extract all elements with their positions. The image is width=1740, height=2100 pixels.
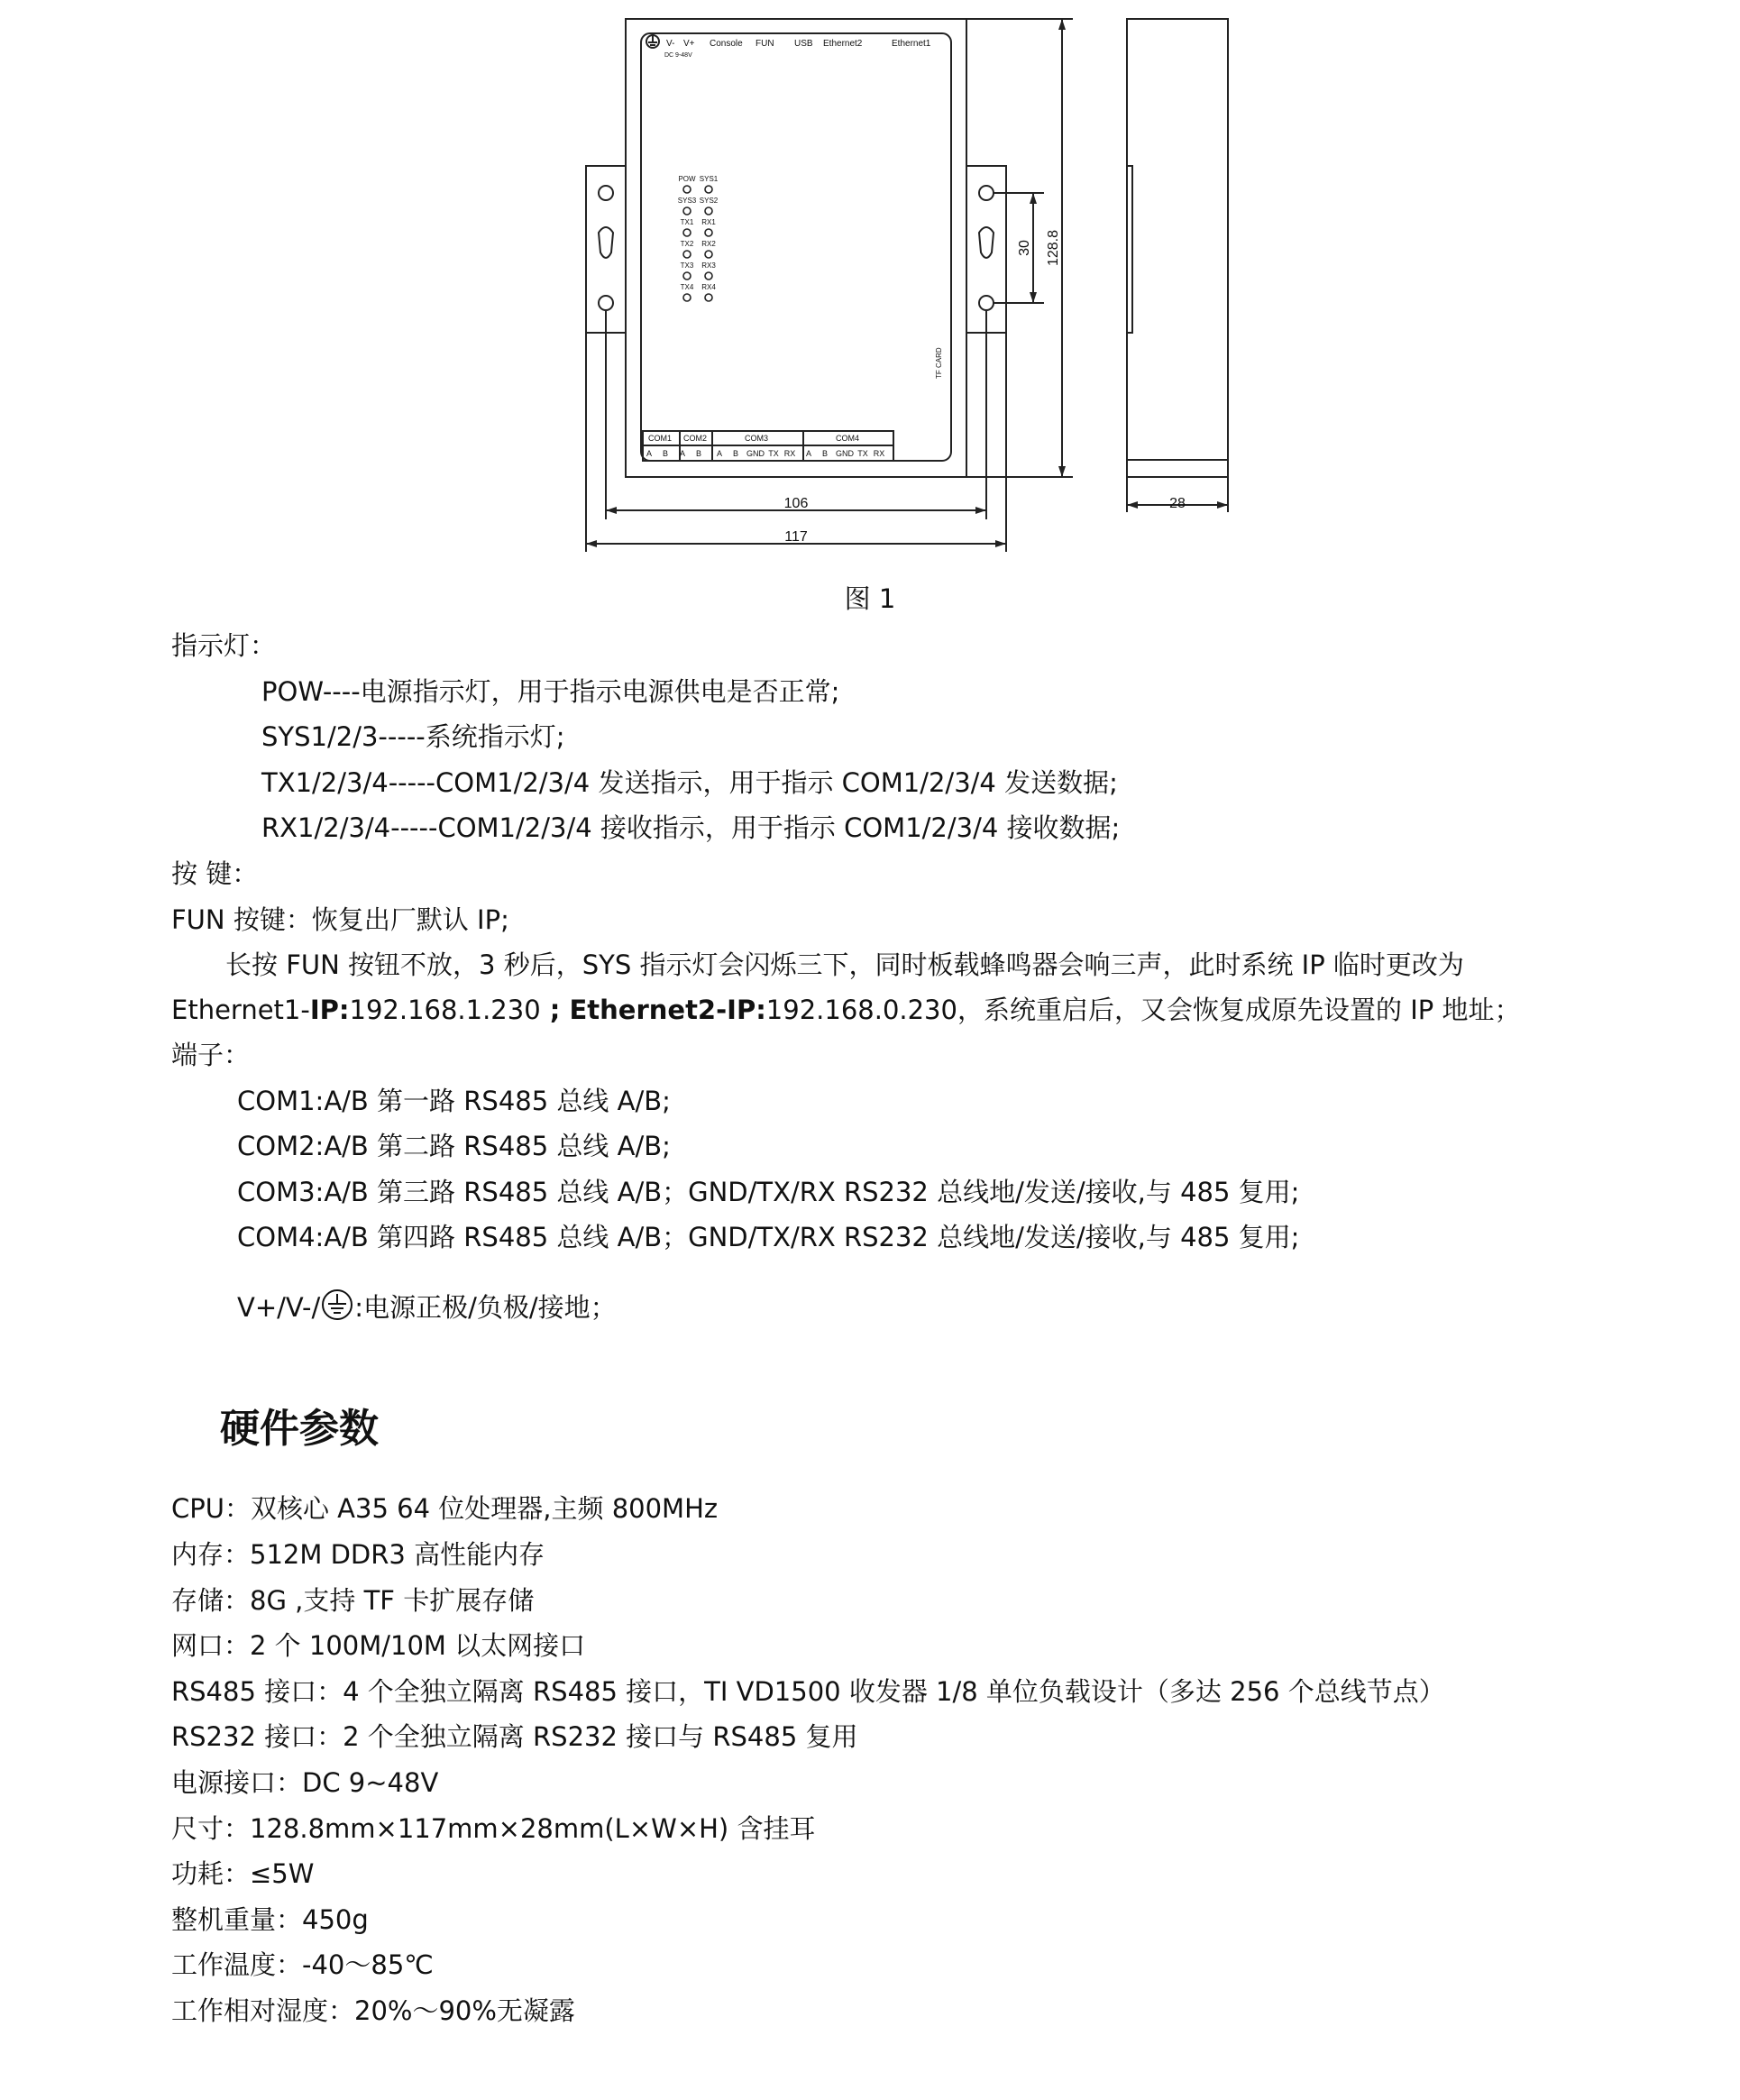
key-fun-description: 长按 FUN 按钮不放，3 秒后，SYS 指示灯会闪烁三下，同时板载蜂鸣器会响三声，此时系统 IP 临时更改为 (225, 949, 1464, 980)
led-indicator-icon (705, 207, 712, 215)
eth2-ip-label: Ethernet2-IP: (569, 995, 766, 1025)
led-indicator-icon (683, 272, 691, 280)
top-port-label: USB (794, 39, 813, 49)
key-fun-ip-line (171, 992, 1520, 1028)
dim-label-117: 117 (784, 529, 808, 545)
led-label: TX1 (680, 218, 694, 226)
led-indicator-icon (683, 251, 691, 258)
led-label: TX3 (680, 261, 694, 270)
spec-power-consumption: 功耗：≤5W (171, 1858, 315, 1889)
dim-label-128-8: 128.8 (1046, 229, 1061, 267)
side-view-outline (1127, 19, 1228, 477)
led-indicator-icon (683, 229, 691, 236)
led-indicator-icon (683, 186, 691, 193)
right-ear-slot (979, 227, 994, 258)
indicator-tx: TX1/2/3/4-----COM1/2/3/4 发送指示，用于指示 COM1/2/3/4 发送数据; (261, 767, 1118, 798)
com-header-label: COM3 (744, 434, 769, 443)
figure-caption: 图 1 (844, 583, 896, 614)
device-dimension-drawing (0, 0, 1740, 559)
terminal-com2: COM2:A/B 第二路 RS485 总线 A/B; (237, 1131, 671, 1161)
spec-memory: 内存：512M DDR3 高性能内存 (171, 1539, 545, 1570)
led-indicator-icon (705, 251, 712, 258)
terminal-power (237, 1288, 617, 1325)
com-pin-label: B (732, 449, 739, 458)
indicators-title: 指示灯： (171, 630, 277, 661)
com-pin-label: A (646, 449, 653, 458)
led-label: TX2 (680, 240, 694, 248)
com-pin-label: GND (836, 449, 854, 458)
com-pin-label: A (805, 449, 812, 458)
hardware-heading: 硬件参数 (220, 1406, 379, 1452)
spec-weight: 整机重量：450g (171, 1904, 369, 1935)
top-port-label: Ethernet2 (823, 39, 863, 49)
com-pin-label: B (662, 449, 669, 458)
com-pin-label: B (695, 449, 702, 458)
terminals-title: 端子： (171, 1040, 251, 1070)
led-indicator-icon (705, 272, 712, 280)
spec-storage: 存储：8G ,支持 TF 卡扩展存储 (171, 1585, 535, 1616)
key-fun: FUN 按键：恢复出厂默认 IP; (171, 904, 509, 935)
spec-network: 网口：2 个 100M/10M 以太网接口 (171, 1630, 586, 1661)
device-body-outline (626, 19, 966, 477)
led-indicator-icon (705, 186, 712, 193)
led-label: POW (678, 175, 696, 183)
com-header-label: COM4 (835, 434, 860, 443)
led-label: RX1 (701, 218, 716, 226)
terminal-com3: COM3:A/B 第三路 RS485 总线 A/B；GND/TX/RX RS232 总线地/发送/接收,与 485 复用; (237, 1177, 1300, 1207)
eth1-prefix: Ethernet1- (171, 995, 310, 1025)
led-indicator-icon (705, 294, 712, 301)
left-ear-hole-top (599, 186, 613, 200)
led-label: TX4 (680, 283, 694, 291)
left-ear-slot (599, 227, 613, 258)
indicator-sys: SYS1/2/3-----系统指示灯; (261, 721, 565, 752)
led-label: SYS3 (677, 197, 697, 205)
power-prefix: V+/V-/ (237, 1292, 321, 1323)
spec-rs232: RS232 接口：2 个全独立隔离 RS232 接口与 RS485 复用 (171, 1721, 858, 1752)
right-ear-hole-bottom (979, 296, 994, 310)
led-label: SYS1 (699, 175, 719, 183)
led-indicator-icon (683, 294, 691, 301)
tf-card-label: TF CARD (935, 347, 943, 379)
right-ear-hole-top (979, 186, 994, 200)
spec-power-input: 电源接口：DC 9~48V (171, 1767, 439, 1798)
top-port-label: Ethernet1 (892, 39, 931, 49)
dim-label-30: 30 (1017, 240, 1032, 256)
led-label: RX2 (701, 240, 716, 248)
eth1-ip: 192.168.1.230 (349, 995, 541, 1025)
led-label: RX3 (701, 261, 716, 270)
led-label: SYS2 (699, 197, 719, 205)
ground-icon (320, 1288, 354, 1322)
side-view-ear (1127, 166, 1132, 333)
com-pin-label: RX (783, 449, 796, 458)
right-mounting-ear (966, 166, 1006, 333)
com-header-label: COM1 (647, 434, 673, 443)
left-ear-hole-bottom (599, 296, 613, 310)
com-pin-label: TX (768, 449, 779, 458)
keys-title: 按 键： (171, 858, 259, 889)
com-pin-label: RX (873, 449, 885, 458)
led-label: RX4 (701, 283, 716, 291)
top-port-label: Console (710, 39, 743, 49)
dc-voltage-label: DC 9-48V (664, 52, 692, 59)
spec-humidity: 工作相对湿度：20%～90%无凝露 (171, 1995, 575, 2026)
eth1-ip-label: IP: (309, 995, 350, 1025)
spec-rs485: RS485 接口：4 个全独立隔离 RS485 接口，TI VD1500 收发器 1/8 单位负载设计（多达 256 个总线节点） (171, 1676, 1445, 1707)
ip-separator: ; (540, 995, 570, 1025)
terminal-com1: COM1:A/B 第一路 RS485 总线 A/B; (237, 1086, 671, 1116)
led-indicator-icon (683, 207, 691, 215)
top-port-label: V- (666, 39, 675, 49)
com-pin-label: TX (857, 449, 868, 458)
com-pin-label: GND (746, 449, 765, 458)
led-indicator-icon (705, 229, 712, 236)
com-pin-label: B (821, 449, 829, 458)
indicator-rx: RX1/2/3/4-----COM1/2/3/4 接收指示，用于指示 COM1/2/3/4 接收数据; (261, 812, 1121, 843)
eth2-ip: 192.168.0.230 (765, 995, 957, 1025)
top-port-label: V+ (683, 39, 695, 49)
com-header-label: COM2 (682, 434, 708, 443)
spec-temperature: 工作温度：-40～85℃ (171, 1949, 434, 1980)
terminal-com4: COM4:A/B 第四路 RS485 总线 A/B；GND/TX/RX RS232 总线地/发送/接收,与 485 复用; (237, 1222, 1300, 1252)
power-suffix: :电源正极/负极/接地； (354, 1292, 617, 1323)
indicator-pow: POW----电源指示灯，用于指示电源供电是否正常; (261, 676, 840, 707)
spec-size: 尺寸：128.8mm×117mm×28mm(L×W×H) 含挂耳 (171, 1813, 816, 1844)
top-port-label: FUN (756, 39, 774, 49)
com-pin-label: A (716, 449, 723, 458)
spec-cpu: CPU：双核心 A35 64 位处理器,主频 800MHz (171, 1493, 719, 1524)
dim-label-106: 106 (783, 496, 809, 511)
dim-label-28: 28 (1169, 496, 1186, 511)
reset-note: ，系统重启后，又会恢复成原先设置的 IP 地址； (957, 995, 1521, 1025)
com-pin-label: A (679, 449, 686, 458)
left-mounting-ear (586, 166, 626, 333)
